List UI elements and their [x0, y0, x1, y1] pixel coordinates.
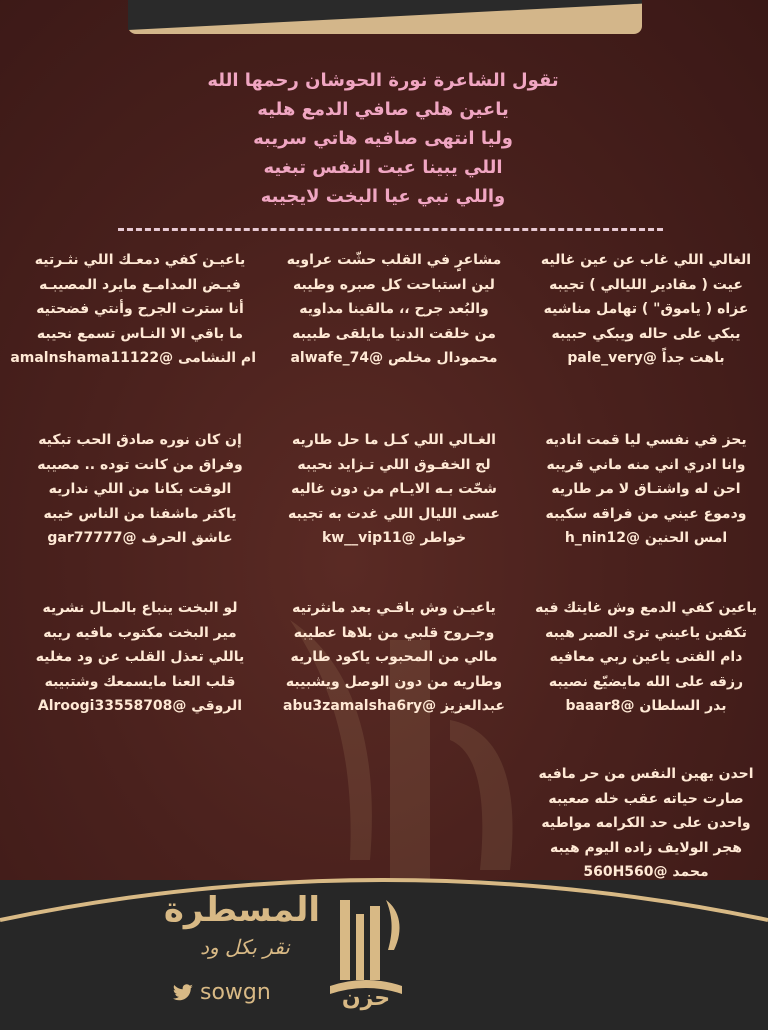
poem-line: ياللي تعذل القلب عن ود مغليه [35, 649, 245, 665]
intro-line: واللي نبي عيا البخت لايجيبه [260, 186, 506, 207]
poem-line: شحّت بـه الايـام من دون غاليه [291, 481, 497, 497]
poem-author: عبدالعزيز @abu3zamalsha6ry [283, 698, 505, 714]
poem-line: وفراق من كانت توده .. مصيبه [37, 456, 243, 473]
poem-line: ما باقي الا النـاس تسمع نحيبه [36, 325, 244, 342]
poem-line: عسى الليال اللي غدت به تجيبه [288, 505, 500, 522]
poem-line: أنا سترت الجرح وأنتي فضحتيه [36, 301, 244, 317]
poem-line: ياعيـن وش باقـي بعد مانثرتيه [292, 600, 496, 616]
poem-author: الروقي @Alroogi33558708 [37, 698, 243, 714]
poem-author: محمد @560H560 [583, 864, 709, 880]
intro-line: وليا انتهى صافيه هاتي سريبه [253, 128, 513, 149]
poem-line: يبكي على حاله ويبكي حبيبه [551, 325, 741, 342]
poem-line: احن له واشتـاق لا مر طاريه [551, 481, 741, 497]
poem-line: الغـالي اللي كـل ما حل طاريه [292, 432, 496, 448]
social-handle[interactable] [172, 980, 271, 1005]
poem-line: من خلقت الدنيا مايلقى طبيبه [292, 325, 496, 342]
poem-author: امس الحنين @h_nin12 [564, 530, 728, 546]
poem-line: واحدن على حد الكرامه مواطيه [541, 815, 751, 831]
poem-line: دام الفتى ياعين ربي معافيه [549, 649, 743, 665]
poem-card [278, 428, 510, 551]
poem-line: يحز في نفسي ليا قمت اناديه [545, 432, 747, 448]
poem-line: عيت ( مقادير الليالي ) تجيبه [549, 276, 743, 293]
poem-author: محمودال مخلص @alwafe_74 [290, 350, 498, 366]
intro-line: اللي يبينا عيت النفس تبغيه [263, 157, 503, 178]
poem-line: لج الخفـوق اللي تـزايد نحيبه [297, 456, 491, 473]
poem-line: الغالي اللي غاب عن عين غاليه [540, 252, 752, 268]
poem-line: ياعين كفي الدمع وش غايتك فيه [535, 600, 757, 616]
brand-block [163, 888, 320, 962]
poem-card [24, 428, 256, 551]
poem-author: بدر السلطان @baaar8 [565, 698, 727, 714]
poem-author: خواطر @kw__vip11 [321, 530, 467, 546]
poem-line: إن كان نوره صادق الحب تبكيه [38, 432, 242, 448]
poem-line: ياعيـن كفي دمعـك اللي نثـرتيه [34, 252, 246, 268]
poem-line: صارت حياته عقب خله صعيبه [548, 790, 744, 807]
intro-heading: تقول الشاعرة نورة الحوشان رحمها الله [207, 70, 559, 91]
poem-line: هجر الولايف زاده اليوم هيبه [550, 839, 742, 856]
brand-name: المسطرة [163, 890, 320, 930]
poem-card [278, 248, 510, 371]
poem-card [278, 596, 510, 719]
poem-line: مالي من المحبوب ياكود طاريه [290, 649, 498, 665]
poem-card [530, 248, 762, 371]
poem-line: مير البخت مكتوب مافيه ريبه [43, 624, 237, 641]
handle-text: sowgn [200, 980, 271, 1005]
poem-line: لين استباحت كل صبره وطيبه [293, 276, 495, 293]
poem-card [10, 248, 256, 371]
poem-author: ام النشامى @amalnshama11122 [10, 350, 256, 366]
twitter-icon [172, 984, 194, 1002]
poem-line: تكفين ياعيني ترى الصبر هيبه [545, 624, 747, 641]
poem-line: لو البخت ينباع بالمـال نشريه [42, 600, 238, 616]
poem-line: قلب العنا مايسمعك وشتبيبه [44, 673, 236, 690]
poem-card [530, 428, 762, 551]
brand-tagline: نقر بكل ود [200, 935, 290, 959]
poem-line: ودموع عيني من فراقه سكيبه [545, 505, 747, 522]
poem-line: مشاعرٍ في القلب حشّت عراويه [286, 252, 502, 268]
poem-line: عزاه ( ياموق" ) تهامل مناشيه [543, 301, 749, 317]
poem-line: ياكثر ماشفنا من الناس خيبه [43, 505, 237, 522]
poem-line: رزقه على الله مايضيّع نصيبه [548, 673, 744, 690]
poem-line: وجـروح قلبي من بلاها عطيبه [293, 624, 495, 641]
poem-card [24, 596, 256, 719]
brand-logo [320, 890, 412, 1018]
intro-block [203, 66, 563, 211]
dashed-divider [118, 228, 663, 231]
logo-text: حزن [341, 986, 391, 1011]
poem-card [530, 596, 762, 719]
poem-line: وانا ادري اني منه ماني قريبه [546, 456, 746, 473]
poem-author: عاشق الحرف @gar77777 [47, 530, 233, 546]
poem-line: وطاريه من دون الوصل ويشبيبه [285, 673, 503, 690]
poem-line: فيـض المدامـع مايرد المصيبـه [39, 276, 241, 293]
poem-line: والبُعد جرح ،، مالقينا مداويه [299, 301, 489, 317]
poem-author: باهت جداً @pale_very [567, 350, 725, 366]
intro-line: ياعين هلي صافي الدمع هليه [257, 99, 509, 120]
poem-line: الوقت بكانا من اللي نداريه [48, 481, 232, 497]
poem-line: احدن يهين النفس من حر مافيه [538, 766, 754, 782]
